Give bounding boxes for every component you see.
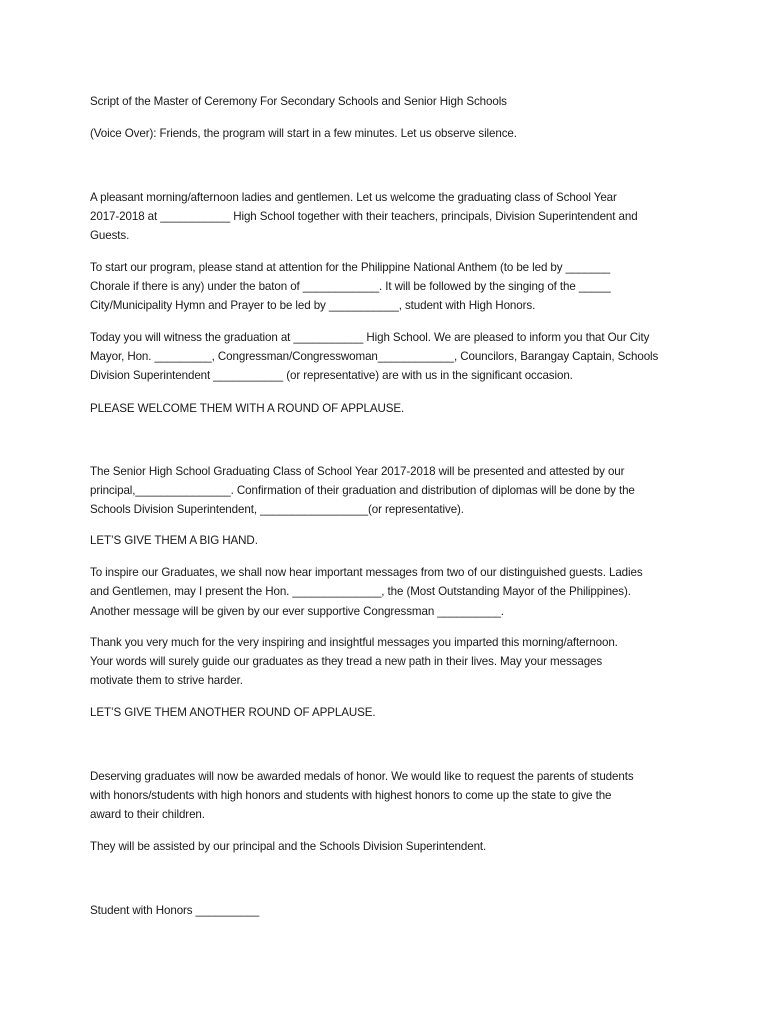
paragraph-inspire-line-1: To inspire our Graduates, we shall now hear important messages from two of our distinguished guests. Ladies [90,566,643,579]
paragraph-thanks-line-1: Thank you very much for the very inspiring and insightful messages you imparted this morning/afternoon. [90,636,618,649]
paragraph-anthem-line-1: To start our program, please stand at attention for the Philippine National Anthem (to be led by _______ [90,261,611,274]
paragraph-applause-1: PLEASE WELCOME THEM WITH A ROUND OF APPLAUSE. [90,402,405,415]
paragraph-inspire-line-3: Another message will be given by our ever supportive Congressman __________. [90,605,504,618]
paragraph-anthem-line-2: Chorale if there is any) under the baton of ____________. It will be followed by the singing of the _____ [90,280,611,293]
paragraph-thanks-line-3: motivate them to strive harder. [90,674,243,687]
paragraph-welcome-line-3: Guests. [90,229,130,242]
paragraph-assisted: They will be assisted by our principal and the Schools Division Superintendent. [90,840,487,853]
paragraph-guests-line-1: Today you will witness the graduation at ___________ High School. We are pleased to inform you that Our City [90,331,650,344]
document-title: Script of the Master of Ceremony For Secondary Schools and Senior High Schools [90,95,507,108]
paragraph-welcome-line-2: 2017-2018 at ___________ High School together with their teachers, principals, Division Superintendent and [90,210,638,223]
paragraph-presentation-line-1: The Senior High School Graduating Class of School Year 2017-2018 will be presented and attested by our [90,465,625,478]
paragraph-thanks-line-2: Your words will surely guide our graduates as they tread a new path in their lives. May your messages [90,655,603,668]
paragraph-big-hand: LET’S GIVE THEM A BIG HAND. [90,534,258,547]
paragraph-applause-2: LET’S GIVE THEM ANOTHER ROUND OF APPLAUSE. [90,706,376,719]
paragraph-student-honors: Student with Honors __________ [90,904,260,917]
paragraph-anthem-line-3: City/Municipality Hymn and Prayer to be led by ___________, student with High Honors. [90,299,536,312]
paragraph-guests-line-2: Mayor, Hon. _________, Congressman/Congresswoman____________, Councilors, Barangay Captain, Schools [90,350,659,363]
paragraph-presentation-line-2: principal,_______________. Confirmation of their graduation and distribution of diplomas will be done by the [90,484,635,497]
paragraph-voice-over: (Voice Over): Friends, the program will start in a few minutes. Let us observe silence. [90,127,517,140]
paragraph-presentation-line-3: Schools Division Superintendent, _________________(or representative). [90,503,464,516]
paragraph-medals-line-1: Deserving graduates will now be awarded medals of honor. We would like to request the parents of students [90,770,634,783]
paragraph-guests-line-3: Division Superintendent ___________ (or representative) are with us in the significant occasion. [90,369,573,382]
paragraph-medals-line-3: award to their children. [90,808,205,821]
paragraph-welcome-line-1: A pleasant morning/afternoon ladies and gentlemen. Let us welcome the graduating class of School Year [90,191,617,204]
paragraph-medals-line-2: with honors/students with high honors and students with highest honors to come up the state to give the [90,789,612,802]
paragraph-inspire-line-2: and Gentlemen, may I present the Hon. ______________, the (Most Outstanding Mayor of the Philippines). [90,585,631,598]
